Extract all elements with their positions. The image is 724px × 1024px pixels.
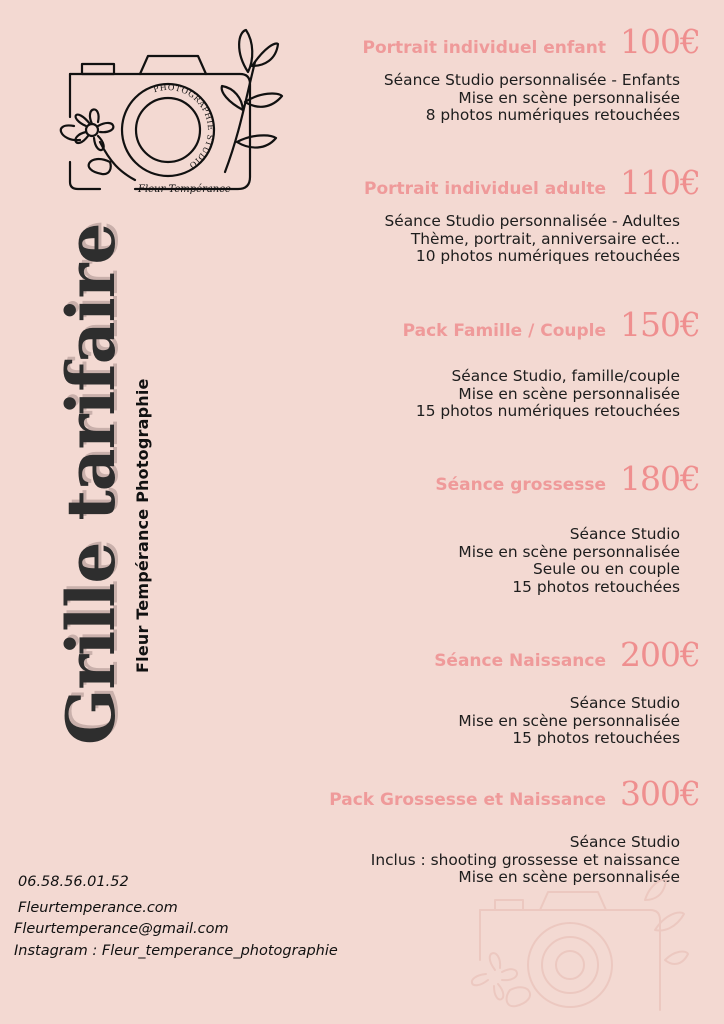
page-title: Grille tarifaire [52, 223, 130, 745]
offer-line: Séance Studio, famille/couple [451, 367, 680, 385]
offer-line: Séance Studio [569, 694, 680, 712]
offer-line: Inclus : shooting grossesse et naissance [370, 850, 680, 869]
contact-email[interactable]: Fleurtemperance@gmail.com [14, 921, 229, 937]
offer-price: 110€ [620, 163, 700, 202]
offer-line: Mise en scène personnalisée [458, 384, 680, 403]
offer-line: 15 photos numériques retouchées [415, 402, 680, 420]
offer-naissance [434, 635, 700, 748]
offer-line: Séance Studio personnalisée - Adultes [384, 212, 680, 230]
offer-price: 180€ [620, 459, 700, 498]
offer-line: Mise en scène personnalisée [458, 711, 680, 730]
offer-line: Séance Studio [569, 525, 680, 543]
offer-name: Pack Grossesse et Naissance [329, 790, 607, 810]
offer-name: Séance Naissance [434, 651, 607, 671]
offer-line: 15 photos retouchées [512, 577, 680, 596]
offer-line: 8 photos numériques retouchées [425, 106, 680, 124]
offer-grossesse [435, 459, 700, 596]
logo-brand-text: Fleur Tempérance [138, 184, 231, 195]
contact-website[interactable]: Fleurtemperance.com [18, 900, 178, 916]
offer-price: 150€ [620, 305, 700, 344]
offer-price: 200€ [620, 635, 700, 674]
camera-watermark-icon [440, 870, 690, 1020]
logo-ring-text: PHOTOGRAPHIE STUDIO [152, 82, 216, 171]
offer-line: Mise en scène personnalisée [458, 542, 680, 561]
offer-line: 15 photos retouchées [512, 729, 680, 747]
offer-name: Portrait individuel enfant [362, 38, 607, 58]
offer-portrait-adulte [364, 163, 700, 266]
offer-price: 300€ [620, 774, 700, 813]
contact-instagram[interactable]: Instagram : Fleur_temperance_photographie [14, 943, 338, 959]
offer-famille-couple [402, 305, 700, 421]
offer-line: Mise en scène personnalisée [458, 88, 680, 107]
svg-text:PHOTOGRAPHIE STUDIO [152, 70, 228, 174]
camera-flower-logo [40, 22, 290, 202]
offer-line: Séance Studio personnalisée - Enfants [383, 71, 680, 89]
offer-name: Séance grossesse [435, 475, 607, 495]
page-subtitle: Fleur Tempérance Photographie [133, 378, 152, 673]
offer-line: Séance Studio [569, 833, 680, 851]
offer-name: Portrait individuel adulte [364, 179, 607, 199]
offer-portrait-enfant [362, 22, 700, 125]
offer-name: Pack Famille / Couple [402, 321, 607, 341]
contact-phone: 06.58.56.01.52 [18, 874, 129, 890]
offer-line: 10 photos numériques retouchées [415, 247, 680, 265]
offer-line: Seule ou en couple [533, 560, 680, 578]
offer-line: Mise en scène personnalisée [458, 868, 680, 886]
offer-line: Thème, portrait, anniversaire ect... [410, 229, 680, 248]
offer-price: 100€ [620, 22, 700, 61]
